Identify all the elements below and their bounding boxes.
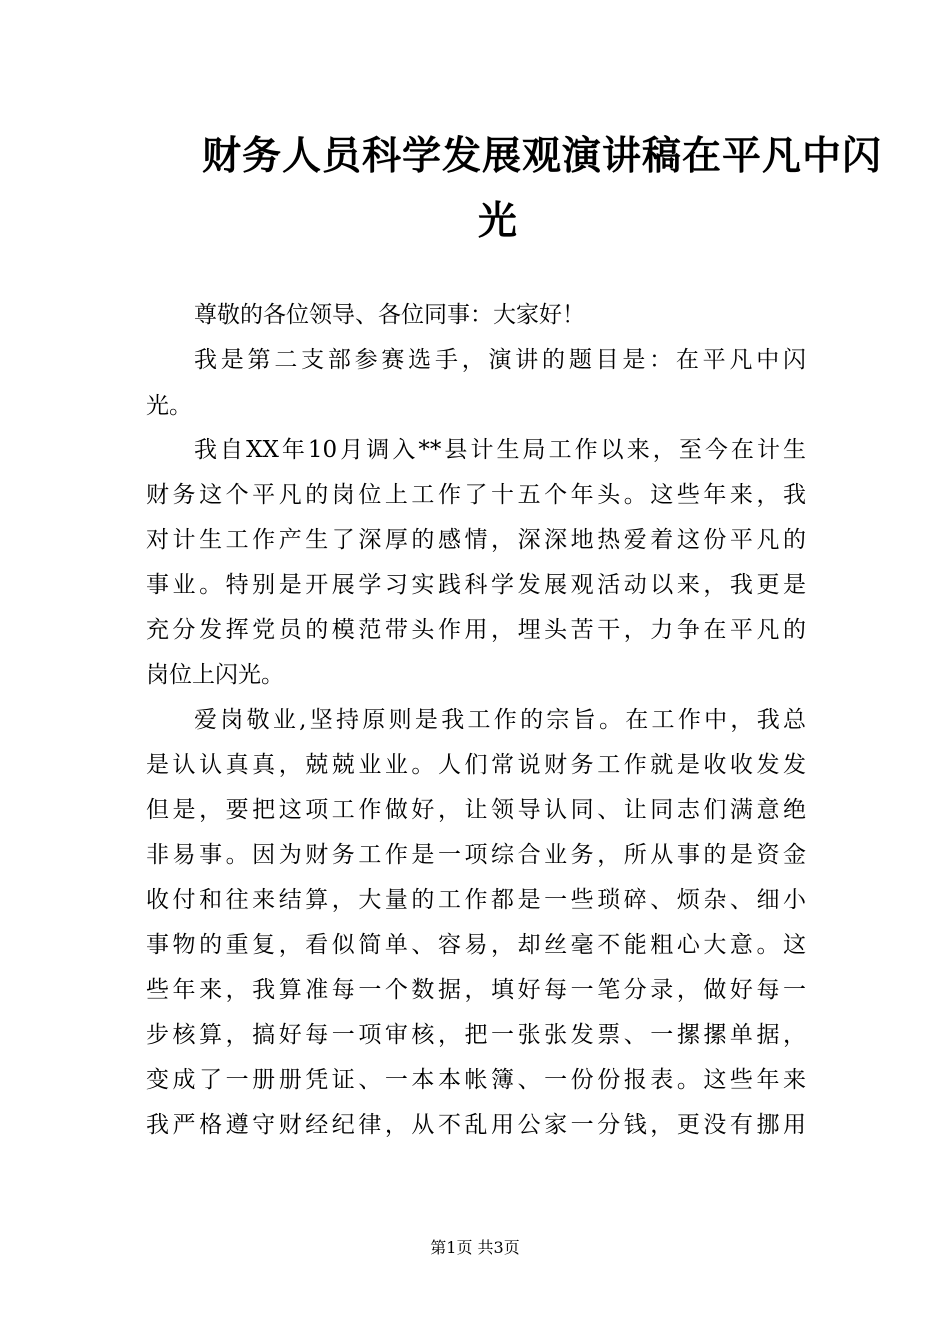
text-line: 步核算，搞好每一项审核，把一张张发票、一摞摞单据， (146, 1022, 806, 1048)
text-line: 收付和往来结算，大量的工作都是一些琐碎、烦杂、细小 (146, 887, 806, 913)
text-line: 是认认真真，兢兢业业。人们常说财务工作就是收收发发 (146, 752, 806, 778)
text-line: 我严格遵守财经纪律，从不乱用公家一分钱，更没有挪用 (146, 1112, 806, 1138)
text-line: 对计生工作产生了深厚的感情，深深地热爱着这份平凡的 (146, 527, 806, 553)
page-number-footer: 第1页 共3页 (430, 1238, 520, 1257)
text-line: 但是，要把这项工作做好，让领导认同、让同志们满意绝 (146, 797, 806, 823)
text-line: 事物的重复，看似简单、容易，却丝毫不能粗心大意。这 (146, 932, 806, 958)
text-line: 非易事。因为财务工作是一项综合业务，所从事的是资金 (146, 842, 806, 868)
text-line: 爱岗敬业,坚持原则是我工作的宗旨。在工作中，我总 (194, 707, 806, 733)
document-title-line-2: 光 (478, 199, 519, 244)
text-line: 些年来，我算准每一个数据，填好每一笔分录，做好每一 (146, 977, 806, 1003)
text-line: 光。 (146, 393, 192, 419)
text-line: 充分发挥党员的模范带头作用，埋头苦干，力争在平凡的 (146, 617, 806, 643)
text-line: 我是第二支部参赛选手，演讲的题目是：在平凡中闪 (194, 347, 806, 373)
text-line: 事业。特别是开展学习实践科学发展观活动以来，我更是 (146, 572, 806, 598)
text-line: 尊敬的各位领导、各位同事：大家好！ (194, 302, 585, 328)
text-line: 变成了一册册凭证、一本本帐簿、一份份报表。这些年来 (146, 1067, 806, 1093)
text-line: 岗位上闪光。 (146, 662, 284, 688)
text-line: 我自XX年10月调入**县计生局工作以来，至今在计生 (194, 437, 806, 463)
text-line: 财务这个平凡的岗位上工作了十五个年头。这些年来，我 (146, 482, 806, 508)
document-title-line-1: 财务人员科学发展观演讲稿在平凡中闪 (202, 134, 883, 179)
